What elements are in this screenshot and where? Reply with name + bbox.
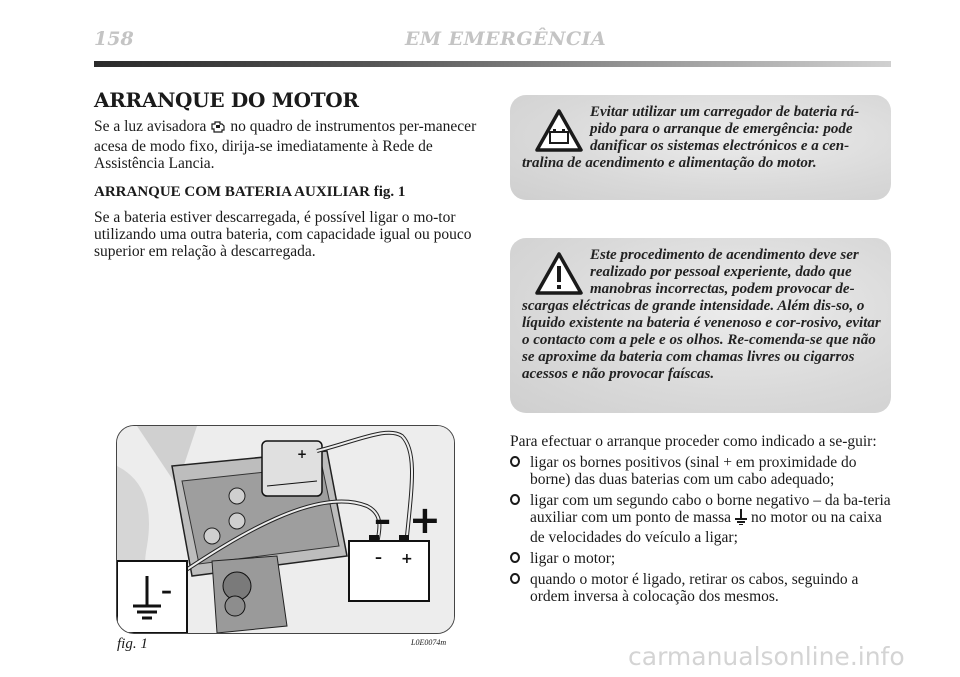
auxiliary-battery-paragraph: Se a bateria estiver descarregada, é possível ligar o mo-tor utilizando uma outra bateria, com capacidade igual ou pouco superior em relação à descarregada. bbox=[94, 209, 472, 260]
intro-paragraph bbox=[94, 118, 478, 172]
figure-battery-plus: + bbox=[401, 551, 413, 567]
figure-minus-symbol-large: – bbox=[374, 500, 391, 540]
right-column bbox=[510, 433, 891, 609]
figure-plus-symbol-large: + bbox=[409, 498, 441, 542]
warning-procedure-text: Este procedimento de acendimento deve ser realizado por pessoal experiente, dado que manobras incorrectas, podem provocar de-scargas eléctricas de grande intensidade. Além dis-so, o líquido existente na bateria é venenoso e cor-rosivo, evitar o contacto com a pele e os olhos. Re-comenda-se que não se aproxime da bateria com chamas livres ou cigarros acessos e não provocar faíscas. bbox=[522, 247, 881, 382]
step-text: quando o motor é ligado, retirar os cabos, seguindo a ordem inversa à colocação dos mesmos. bbox=[530, 571, 859, 605]
procedure-intro: Para efectuar o arranque proceder como indicado a se-guir: bbox=[510, 433, 877, 450]
warning-charger-text: Evitar utilizar um carregador de bateria rá-pido para o arranque de emergência: pode danificar os sistemas electrónicos e a cen-tralina de acendimento e alimentação do motor. bbox=[522, 104, 860, 171]
step-text-start: ligar com um segundo cabo o borne negativo – da ba-teria auxiliar com um ponto de massa bbox=[530, 492, 891, 526]
engine-warning-icon bbox=[210, 118, 226, 138]
warning-triangle-icon bbox=[534, 251, 584, 297]
figure-code: L0E0074m bbox=[411, 638, 447, 647]
bullet-circle-icon bbox=[510, 573, 520, 584]
procedure-steps bbox=[510, 454, 891, 605]
section-title: ARRANQUE DO MOTOR bbox=[94, 88, 359, 112]
bullet-circle-icon bbox=[510, 456, 520, 467]
figure-jump-start-illustration bbox=[116, 425, 455, 634]
battery-warning-icon bbox=[534, 108, 584, 154]
step-text: ligar os bornes positivos (sinal + em proximidade do borne) das duas baterias com um cabo adequado; bbox=[530, 454, 857, 488]
left-column bbox=[94, 88, 478, 272]
ground-icon bbox=[735, 509, 747, 529]
intro-text-start: Se a luz avisadora bbox=[94, 118, 207, 135]
list-item bbox=[510, 550, 891, 567]
watermark: carmanualsonline.info bbox=[628, 642, 905, 671]
subheading-auxiliary-battery: ARRANQUE COM BATERIA AUXILIAR fig. 1 bbox=[94, 184, 406, 200]
intro-text-end: no quadro de instrumentos per-manecer acesa de modo fixo, dirija-se imediatamente à Rede de Assistência Lancia. bbox=[94, 118, 477, 172]
figure-caption: fig. 1 bbox=[117, 636, 148, 652]
step-text: ligar o motor; bbox=[530, 550, 616, 567]
step-text-end: no motor ou na caixa de velocidades do veículo a ligar; bbox=[530, 509, 882, 546]
list-item bbox=[510, 492, 891, 546]
figure-battery-minus: – bbox=[375, 550, 382, 566]
header-rule bbox=[94, 61, 891, 67]
warning-box-charger bbox=[510, 95, 891, 200]
warning-box-procedure bbox=[510, 238, 891, 413]
bullet-circle-icon bbox=[510, 552, 520, 563]
figure-plus-symbol-top: + bbox=[297, 447, 308, 461]
bullet-circle-icon bbox=[510, 494, 520, 505]
list-item bbox=[510, 454, 891, 488]
page-number: 158 bbox=[94, 28, 134, 50]
figure-ground-minus: – bbox=[161, 579, 172, 604]
list-item bbox=[510, 571, 891, 605]
running-header: EM EMERGÊNCIA bbox=[405, 28, 607, 50]
